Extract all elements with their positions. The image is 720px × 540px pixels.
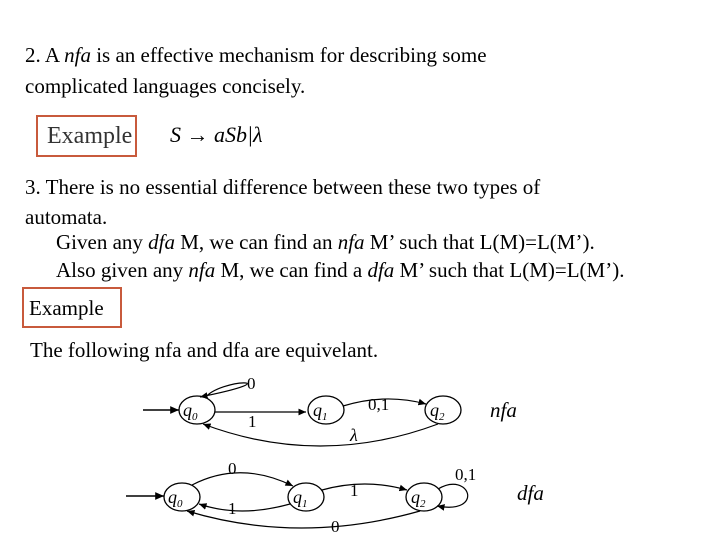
nfa-loop-q0 xyxy=(200,383,247,398)
p3l4-c: M, we can find a xyxy=(215,258,368,282)
dfa-q2-label: $q_2$ xyxy=(411,487,426,510)
dfa-q1-label: $q_1$ xyxy=(293,487,308,510)
formula-arrow: → xyxy=(186,122,209,147)
formula-S: S xyxy=(170,122,181,147)
dfa-q0-label: $q_0$ xyxy=(168,487,183,510)
nfa-name: nfa xyxy=(490,398,517,422)
example2-label: Example xyxy=(29,296,104,320)
point3-line1: 3. There is no essential difference between these two types of xyxy=(25,175,541,199)
p3l4-e: M’ such that L(M)=L(M’). xyxy=(394,258,625,282)
point3-line2: automata. xyxy=(25,205,108,229)
dfa-edge-q1-q0-bottom xyxy=(199,504,290,511)
p3l4-dfa: dfa xyxy=(367,258,395,282)
p3l3-dfa: dfa xyxy=(148,230,175,254)
dfa-edge-back-label: 0 xyxy=(331,517,340,536)
p3l3-a: Given any xyxy=(56,230,149,254)
dfa-name: dfa xyxy=(517,481,544,505)
example1-label: Example xyxy=(47,123,133,149)
p3l3-c: M, we can find an xyxy=(175,230,338,254)
dfa-edge-q1-q2 xyxy=(322,484,407,490)
p3l4-a: Also given any xyxy=(56,258,189,282)
point2-text-a: 2. A xyxy=(25,43,65,67)
nfa-edge-q1-q2-label: 0,1 xyxy=(368,395,390,414)
nfa-q0-label: $q_0$ xyxy=(183,400,198,423)
dfa-edge-q2-q0 xyxy=(187,511,420,528)
nfa-q2-label: $q_2$ xyxy=(430,400,445,423)
nfa-edge-q0-q1-label: 1 xyxy=(248,412,257,431)
equiv-text: The following nfa and dfa are equivelant. xyxy=(30,338,379,362)
nfa-edge-lambda xyxy=(203,424,438,446)
point2-line2: complicated languages concisely. xyxy=(25,74,306,98)
dfa-edge-q1-q2-label: 1 xyxy=(350,481,359,500)
dfa-loop-label: 0,1 xyxy=(455,465,477,484)
p3l3-nfa: nfa xyxy=(337,230,365,254)
point2-text-b: is an effective mechanism for describing some xyxy=(90,43,487,67)
p3l3-e: M’ such that L(M)=L(M’). xyxy=(364,230,595,254)
dfa-edge-bottom-label: 1 xyxy=(228,499,237,518)
formula-rhs: aSb|λ xyxy=(214,122,263,147)
dfa-edge-q0-q1-top xyxy=(192,473,293,486)
point2-nfa-term: nfa xyxy=(64,43,91,67)
p3l4-nfa: nfa xyxy=(188,258,216,282)
nfa-edge-lambda-label: λ xyxy=(350,425,358,445)
nfa-q1-label: $q_1$ xyxy=(313,400,328,423)
dfa-edge-top-label: 0 xyxy=(228,459,237,478)
nfa-loop-label: 0 xyxy=(247,374,256,393)
